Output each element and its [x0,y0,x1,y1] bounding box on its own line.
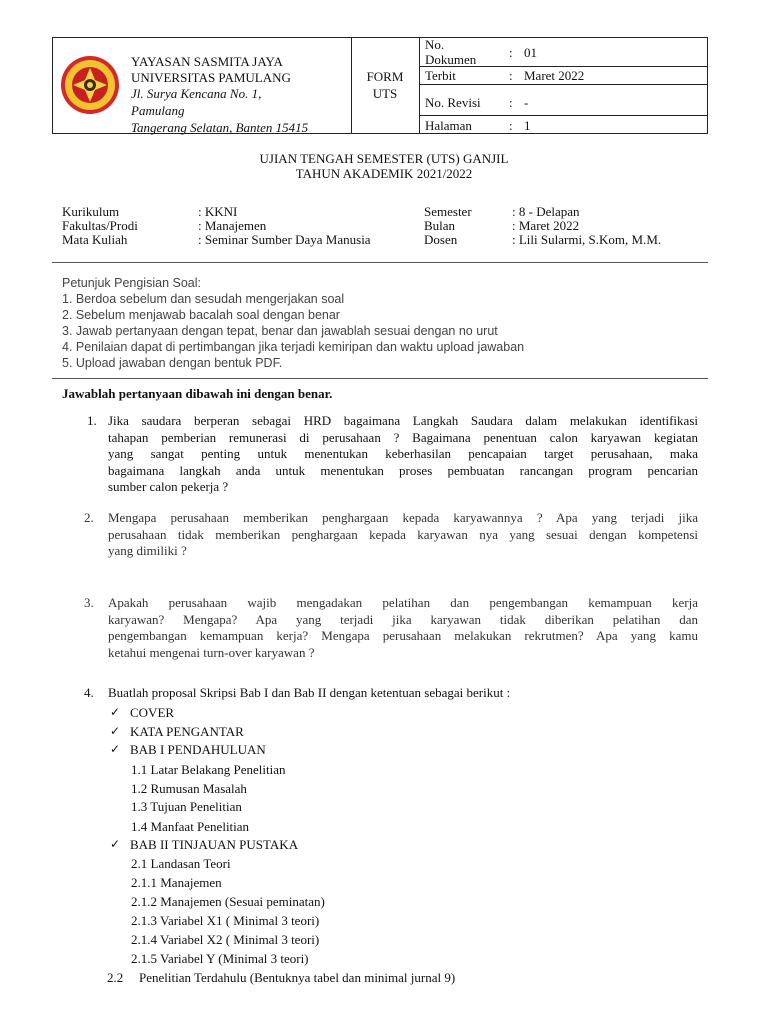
info-value-bulan: : Maret 2022 [512,218,580,233]
list-item: 2.1 Landasan Teori [131,856,231,871]
list-item: Penelitian Terdahulu (Bentuknya tabel dan minimal jurnal 9) [139,970,456,985]
meta-halaman-sep: : [509,118,513,133]
meta-doc-sep: : [509,45,513,60]
question-2: Mengapa perusahaan memberikan penghargaan kepada karyawannya ? Apa yang terjadi jika perusahaan tidak memberikan penghargaan kepada karyawan nya yang sesuai dengan kompetensi yang dimiliki ? [108,510,698,558]
instruction-item: 3. Jawab pertanyaan dengan tepat, benar dan jawablah sesuai dengan no urut [62,324,498,338]
address-line-3: Tangerang Selatan, Banten 15415 [131,120,309,135]
university-logo-icon [59,54,121,116]
info-value-prodi: : Manajemen [198,218,267,233]
list-item: 1.4 Manfaat Penelitian [131,819,250,834]
exam-title: UJIAN TENGAH SEMESTER (UTS) GANJIL [259,151,509,166]
check-icon: ✓ [110,837,121,851]
list-item: 2.1.4 Variabel X2 ( Minimal 3 teori) [131,932,320,947]
list-item: 2.1.1 Manajemen [131,875,222,890]
foundation-name: YAYASAN SASMITA JAYA [131,54,283,69]
info-value-semester: : 8 - Delapan [512,204,580,219]
meta-halaman-value: 1 [524,118,531,133]
info-label-bulan: Bulan [424,218,456,233]
document-header-table [52,37,708,134]
check-icon: ✓ [110,705,121,719]
list-item: BAB II TINJAUAN PUSTAKA [130,837,299,852]
question-number: 2. [84,510,94,525]
meta-terbit-value: Maret 2022 [524,68,585,83]
meta-terbit-label: Terbit [425,68,456,83]
meta-revisi-sep: : [509,95,513,110]
info-value-matkul: : Seminar Sumber Daya Manusia [198,232,371,247]
divider-top [52,262,708,263]
form-type: UTS [372,86,398,101]
instruction-item: 5. Upload jawaban dengan bentuk PDF. [62,356,283,370]
list-item: 1.2 Rumusan Masalah [131,781,247,796]
check-icon: ✓ [110,724,121,738]
list-item: COVER [130,705,175,720]
question-number: 4. [84,685,94,700]
list-item: 2.1.3 Variabel X1 ( Minimal 3 teori) [131,913,320,928]
meta-revisi-value: - [524,95,529,110]
info-value-kurikulum: : KKNI [198,204,238,219]
meta-halaman-label: Halaman [425,118,472,133]
meta-doc-label-1: No. [425,37,445,52]
meta-doc-value: 01 [524,45,537,60]
university-name: UNIVERSITAS PAMULANG [131,70,291,85]
address-line-1: Jl. Surya Kencana No. 1, [131,86,262,101]
address-line-2: Pamulang [131,103,185,118]
question-1: Jika saudara berperan sebagai HRD bagaimana Langkah Saudara dalam melakukan identifikasi tahapan pemberian remunerasi di perusahaan ? Bagaimana penentuan calon karyawan kegiatan yang sangat penting untuk menentukan keberhasilan pencapaian target perusahaan, maka bagaimana langkah anda untuk menentukan proses pembuatan rancangan program pencarian sumber calon pekerja ? [108,413,698,494]
info-label-semester: Semester [424,204,472,219]
question-number: 3. [84,595,94,610]
list-item: 2.1.2 Manajemen (Sesuai peminatan) [131,894,325,909]
instructions-heading: Petunjuk Pengisian Soal: [62,276,201,290]
questions-heading: Jawablah pertanyaan dibawah ini dengan benar. [62,386,333,401]
meta-terbit-sep: : [509,68,513,83]
meta-revisi-label: No. Revisi [425,95,481,110]
list-item: 2.1.5 Variabel Y (Minimal 3 teori) [131,951,309,966]
question-4: Buatlah proposal Skripsi Bab I dan Bab II dengan ketentuan sebagai berikut : [108,685,511,700]
info-label-kurikulum: Kurikulum [62,204,120,219]
list-item: 1.3 Tujuan Penelitian [131,799,242,814]
list-item: 1.1 Latar Belakang Penelitian [131,762,286,777]
list-item-number: 2.2 [107,970,124,985]
info-label-dosen: Dosen [424,232,458,247]
info-label-prodi: Fakultas/Prodi [62,218,138,233]
info-value-dosen: : Lili Sularmi, S.Kom, M.M. [512,232,662,247]
divider-bottom [52,378,708,379]
instruction-item: 4. Penilaian dapat di pertimbangan jika terjadi kemiripan dan waktu upload jawaban [62,340,525,354]
list-item: BAB I PENDAHULUAN [130,742,266,757]
form-label: FORM [366,69,404,84]
instruction-item: 1. Berdoa sebelum dan sesudah mengerjakan soal [62,292,345,306]
check-icon: ✓ [110,742,121,756]
academic-year: TAHUN AKADEMIK 2021/2022 [295,166,473,181]
list-item: KATA PENGANTAR [130,724,244,739]
instruction-item: 2. Sebelum menjawab bacalah soal dengan benar [62,308,340,322]
meta-doc-label-2: Dokumen [425,52,477,67]
info-label-matkul: Mata Kuliah [62,232,128,247]
question-3: Apakah perusahaan wajib mengadakan pelatihan dan pengembangan kemampuan kerja karyawan? Mengapa? Apa yang terjadi jika karyawan tidak diberikan pelatihan dan pengembangan kemampuan kerja? Mengapa perusahaan melakukan rekrutmen? Apa yang kamu ketahui mengenai turn-over karyawan ? [108,595,698,660]
question-number: 1. [87,413,97,428]
